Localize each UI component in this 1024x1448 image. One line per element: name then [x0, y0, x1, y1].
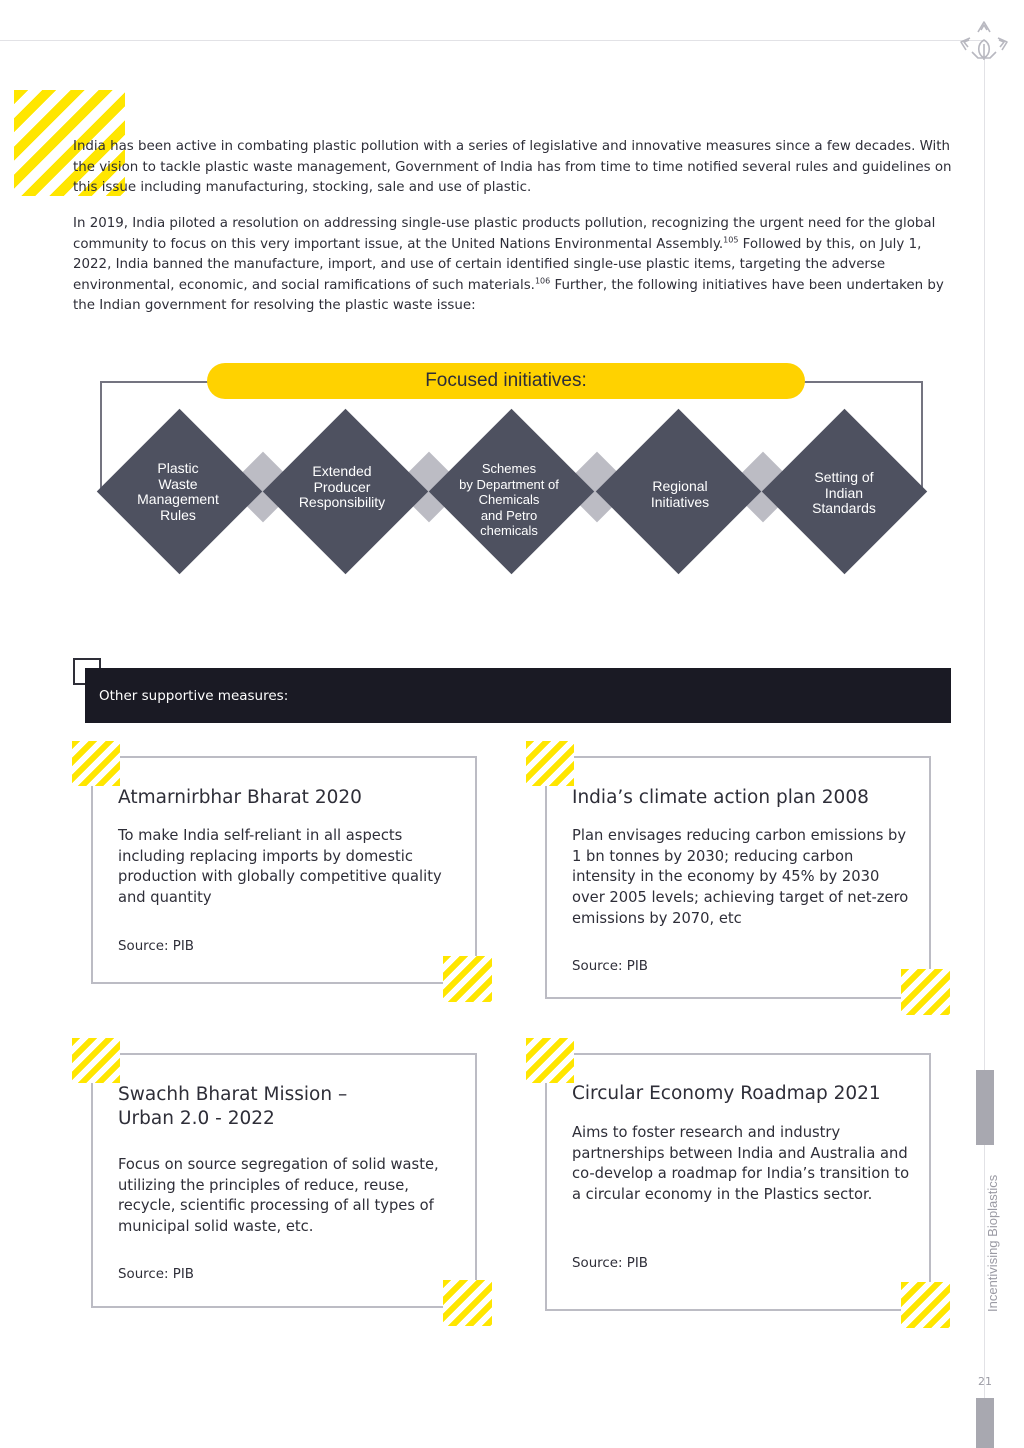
page-number: 21	[978, 1375, 992, 1388]
measure-card-body: Aims to foster research and industry partnerships between India and Australia and co-develop a roadmap for India’s transition to a circular economy in the Plastics sector.	[572, 1124, 910, 1204]
initiative-label: Extended Producer Responsibility	[298, 463, 386, 510]
supportive-measures-heading: Other supportive measures:	[85, 668, 951, 723]
measure-card-body: To make India self-reliant in all aspects including replacing imports by domestic production with globally competitive quality and quantity	[118, 827, 442, 907]
decorative-stripes	[72, 741, 120, 786]
measure-card-body: Plan envisages reducing carbon emissions by 1 bn tonnes by 2030; reducing carbon intensity in the economy by 45% by 2030 over 2005 levels; achieving target of net-zero emissions by 2070, etc	[572, 827, 909, 927]
intro-paragraph-2-text: Further, the following initiatives have been undertaken by the Indian government for resolving the plastic waste issue:	[73, 277, 944, 313]
intro-paragraph-2-text: Followed by this, on July 1, 2022, India banned the manufacture, import, and use of certain identified single-use plastic items, targeting the adverse environmental, economic, and social ramifications of such materials.	[73, 236, 922, 293]
footnote-ref: 106	[534, 276, 551, 286]
initiative-label: Schemes by Department of Chemicals and Petro chemicals	[459, 461, 559, 538]
measure-card-title: Atmarnirbhar Bharat 2020	[118, 787, 362, 808]
decorative-stripes	[901, 1282, 950, 1328]
initiative-label: Regional Initiatives	[650, 478, 710, 510]
initiative-label: Plastic Waste Management Rules	[137, 460, 219, 523]
running-title: Incentivising Bioplastics	[985, 1174, 1000, 1312]
intro-paragraph-2	[73, 214, 953, 317]
footnote-ref: 105	[723, 235, 739, 245]
decorative-stripes	[443, 1280, 492, 1326]
measure-card-title: Swachh Bharat Mission – Urban 2.0 - 2022	[118, 1084, 348, 1129]
measure-card-source: Source: PIB	[572, 1256, 648, 1271]
decorative-stripes	[72, 1038, 120, 1083]
decorative-stripes	[443, 956, 492, 1002]
measure-card-source: Source: PIB	[118, 1267, 194, 1282]
sidebar-marker	[976, 1398, 994, 1448]
measure-card-title: India’s climate action plan 2008	[572, 787, 869, 808]
initiative-label: Setting of Indian Standards	[812, 469, 876, 516]
decorative-stripes	[526, 741, 574, 786]
decorative-stripes	[901, 969, 950, 1015]
sidebar-marker	[976, 1070, 994, 1145]
focused-initiatives-title: Focused initiatives:	[207, 363, 805, 399]
intro-paragraph-2-text: In 2019, India piloted a resolution on addressing single-use plastic products pollution, recognizing the urgent need for the global community to focus on this very important issue, at the United Nations Environmental Assembly.	[73, 216, 936, 252]
measure-card-body: Focus on source segregation of solid waste, utilizing the principles of reduce, reuse, recycle, scientific processing of all types of municipal solid waste, etc.	[118, 1156, 439, 1236]
intro-paragraph-1: India has been active in combating plastic pollution with a series of legislative and innovative measures since a few decades. With the vision to tackle plastic waste management, Government of India has from time to time notified several rules and guidelines on this issue including manufacturing, stocking, sale and use of plastic.	[73, 139, 952, 195]
header-rule	[0, 40, 985, 41]
measure-card-source: Source: PIB	[572, 959, 648, 974]
recycle-leaf-logo-icon	[958, 16, 1010, 64]
measure-card-source: Source: PIB	[118, 939, 194, 954]
measure-card-title: Circular Economy Roadmap 2021	[572, 1083, 881, 1104]
decorative-stripes	[526, 1038, 574, 1083]
